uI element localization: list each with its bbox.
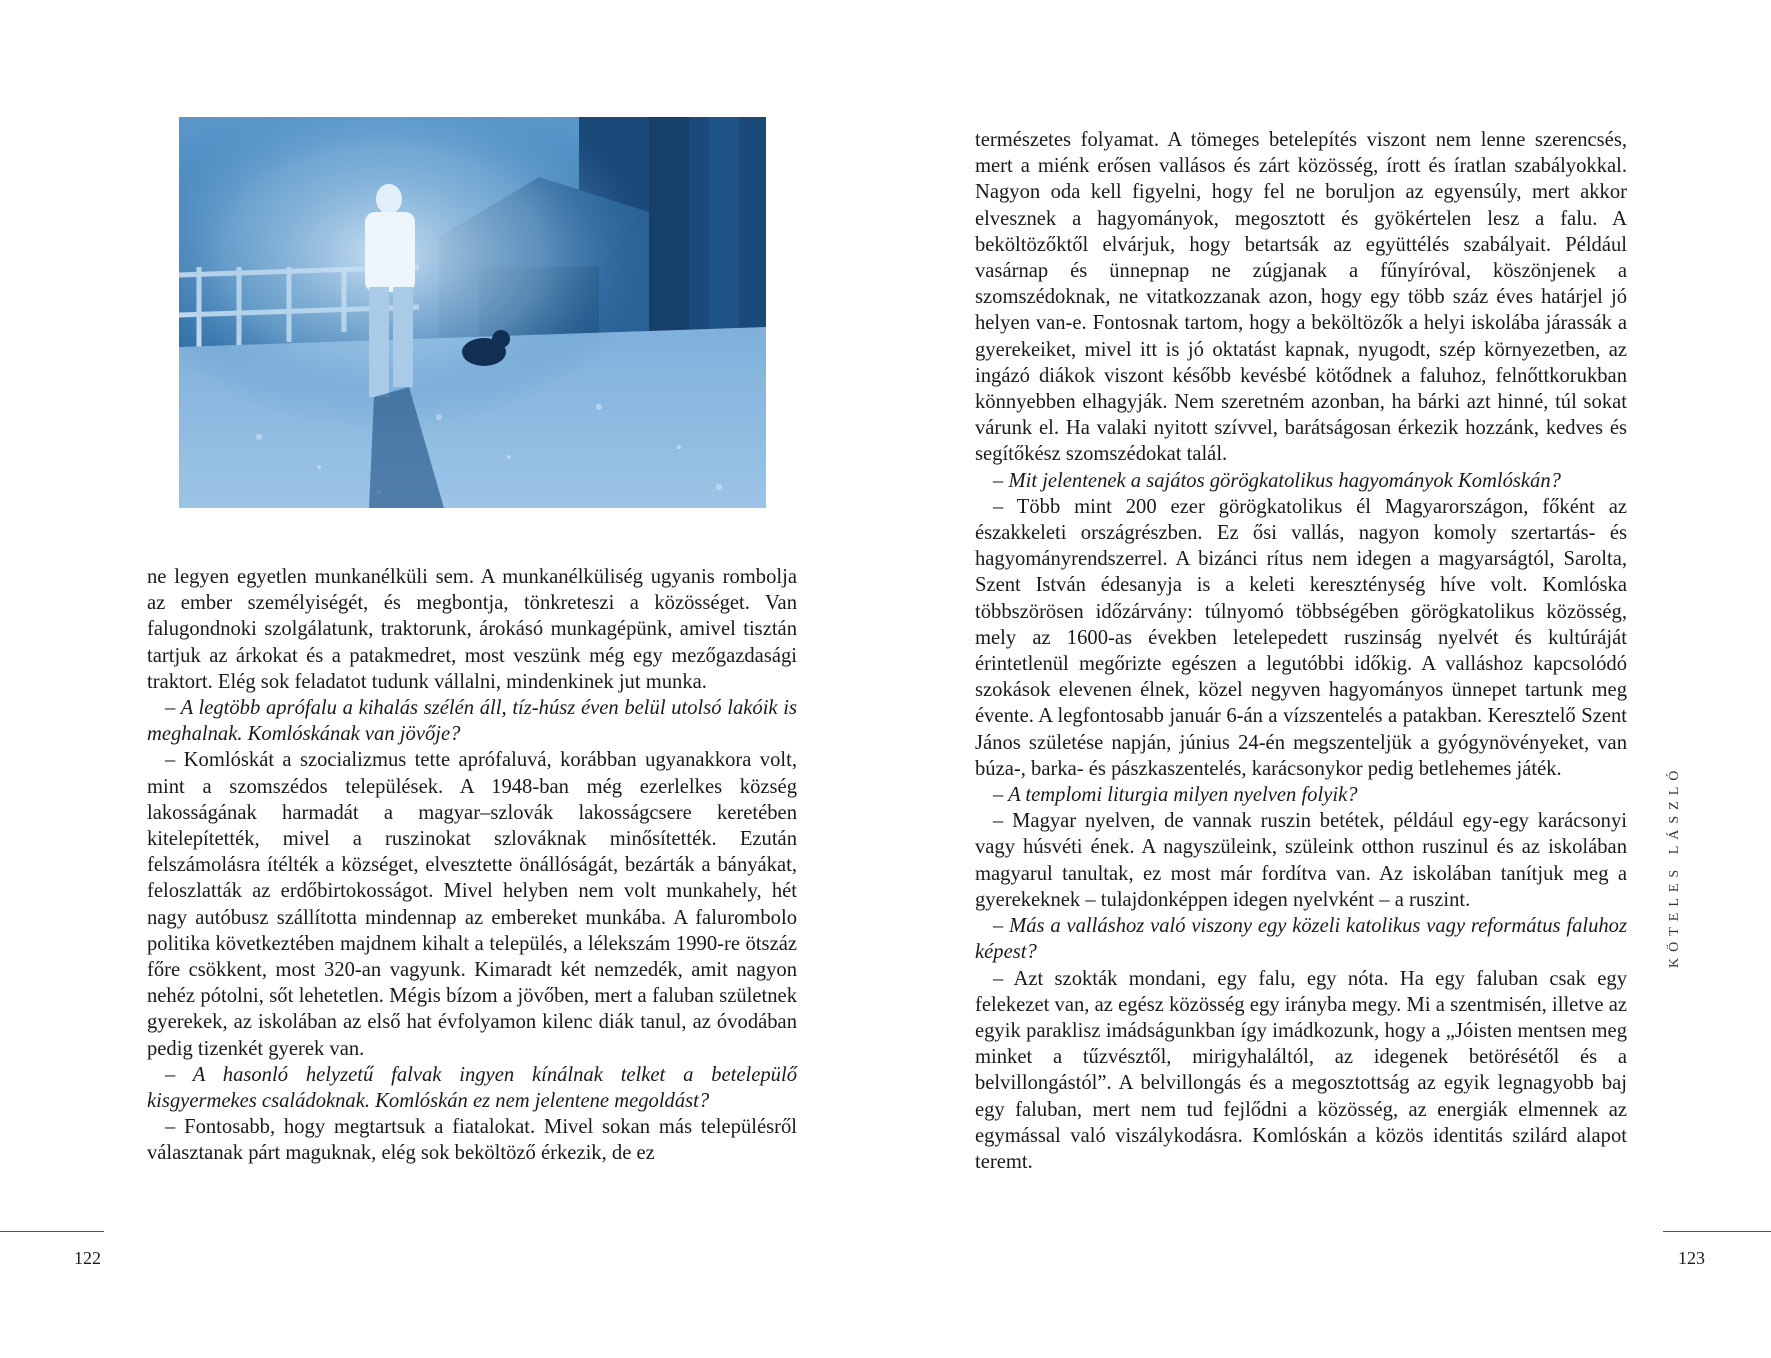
paragraph: – Magyar nyelven, de vannak ruszin betétek, például egy-egy karácsonyi vagy húsvéti ének. A nagyszüleink, szüleink otthon ruszinul és az iskolában magyarul tanultak, ez most már fordítva van. Az iskolában tanítjuk meg a gyerekeknek – tulajdonképpen idegen nyelvként – a ruszint. (975, 810, 1627, 911)
right-text-column (975, 127, 1627, 1175)
page-number: 122 (74, 1248, 101, 1268)
running-head: KÖTELES LÁSZLÓ (1667, 764, 1682, 968)
paragraph: – Komlóskát a szocializmus tette aprófaluvá, korábban ugyanakkora volt, mint a szomszédos települések. A 1948-ban még ezerlelkes község lakosságának harmadát a magyar–szlovák lakosságcsere keretében kitelepítették, mivel a ruszinokat szlováknak minősítették. Ezután felszámolásra ítélték a községet, elvesztette önállóságát, bezárták a bányákat, feloszlatták az erdőbirtokosságot. Mivel helyben nem volt munkahely, hét nagy autóbusz szállította mindennap az embereket munkába. A falurombolo politika következtében majdnem kihalt a település, a lélekszám 1990-re ötszáz főre csökkent, most 320-an vagyunk. Kimaradt két nemzedék, amit nagyon nehéz pótolni, sőt lehetetlen. Mégis bízom a jövőben, mert a faluban születnek gyerekek, az iskolában az első hat évfolyamon kilenc diák tanul, az óvodában pedig tizenkét gyerek van. (147, 749, 797, 1060)
left-page (0, 0, 885, 1358)
paragraph: ne legyen egyetlen munkanélküli sem. A munkanélküliség ugyanis rombolja az ember személyiségét, és megbontja, tönkreteszi a közösséget. Van falugondnoki szolgálatunk, traktorunk, árokásó munkagépünk, amivel tisztán tartjuk az árkokat és a patakmedret, most veszünk még egy mezőgazdasági traktort. Elég sok feladatot tudunk vállalni, mindenkinek jut munka. (147, 566, 797, 693)
interview-question: – A legtöbb aprófalu a kihalás szélén áll, tíz-húsz éven belül utolsó lakóik is meghalnak. Komlóskának van jövője? (147, 697, 797, 746)
left-text-column (147, 564, 797, 1167)
interview-question: – Mit jelentenek a sajátos görögkatolikus hagyományok Komlóskán? (993, 469, 1561, 492)
paragraph: – Több mint 200 ezer görögkatolikus él Magyarországon, főként az északkeleti országrészben. Ez ősi vallás, nagyon komoly szertartás- és hagyományrendszerrel. A bizánci rítus nem idegen a magyarságtól, Sarolta, Szent István édesanyja is a keleti kereszténység híve volt. Komlóska többszörösen időzárvány: túlnyomó többségében görögkatolikus közösség, mely az 1600-as években letelepedett ruszinság nyelvét és kultúráját érintetlenül megőrizte egészen a legutóbbi időkig. A valláshoz kapcsolódó szokások elevenen élnek, közel negyven hagyományos ünnepet tartunk meg évente. A legfontosabb január 6-án a vízszentelés a patakban. Keresztelő Szent János születése napján, június 24-én megszenteljük a gyógynövényeket, van búza-, barka- és pászkaszentelés, karácsonykor pedig betlehemes játék. (975, 495, 1627, 780)
page-number: 123 (1678, 1248, 1705, 1268)
paragraph: természetes folyamat. A tömeges betelepítés viszont nem lenne szerencsés, mert a miénk erősen vallásos és zárt közösség, írott és íratlan szabályokkal. Nagyon oda kell figyelni, hogy fel ne boruljon az egyensúly, mert akkor elvesznek a hagyományok, megosztott és gyökértelen lesz a falu. A beköltözőktől elvárjuk, hogy betartsák az együttélés szabályait. Például vasárnap és ünnepnap ne zúgjanak a fűnyíróval, köszönjenek a szomszédoknak, ne vitatkozzanak azon, hogy egy több száz éves határjel jó helyen van-e. Fontosnak tartom, hogy a beköltözők a helyi iskolába járassák a gyerekeiket, mivel itt is jó oktatást kapnak, nyugodt, szép környezetben, az ingázó diákok viszont később kevésbé kötődnek a faluhoz, felnőttkorukban könnyebben elhagyják. Nem szeretném azonban, ha bárki azt hinné, túl sokat várunk el. Ha valaki nyitott szívvel, barátságosan érkezik hozzánk, kedves és segítőkész szomszédokat talál. (975, 129, 1627, 466)
paragraph: – Fontosabb, hogy megtartsuk a fiatalokat. Mivel sokan más településről választanak párt maguknak, elég sok beköltöző érkezik, de ez (147, 1116, 797, 1165)
footer-rule (0, 1231, 104, 1232)
interview-question: – A templomi liturgia milyen nyelven folyik? (993, 784, 1358, 807)
right-page (885, 0, 1771, 1358)
interview-question: – A hasonló helyzetű falvak ingyen kínálnak telket a betelepülő kisgyermekes családoknak. Komlóskán ez nem jelentene megoldást? (147, 1063, 797, 1113)
paragraph: – Azt szokták mondani, egy falu, egy nóta. Ha egy faluban csak egy felekezet van, az egész közösség egy irányba megy. Mi a szentmisén, illetve az egyik paraklisz imádságunkban így imádkozunk, hogy a „Jóisten mentsen meg minket a tűzvésztől, mirigyhaláltól, az idegenek betörésétől és a belvillongástól”. A belvillongás és a megosztottság az egyik legnagyobb baj egy faluban, mert nem tud fejlődni a közösség, az energiák elmennek az egymással való viszálykodásra. Komlóskán a közös identitás szilárd alapot teremt. (975, 967, 1627, 1173)
photo-man-walking-with-dog (179, 117, 766, 508)
footer-rule (1663, 1231, 1771, 1232)
photo-illustration (179, 117, 766, 508)
interview-question: – Más a valláshoz való viszony egy közeli katolikus vagy református faluhoz képest? (975, 915, 1627, 964)
